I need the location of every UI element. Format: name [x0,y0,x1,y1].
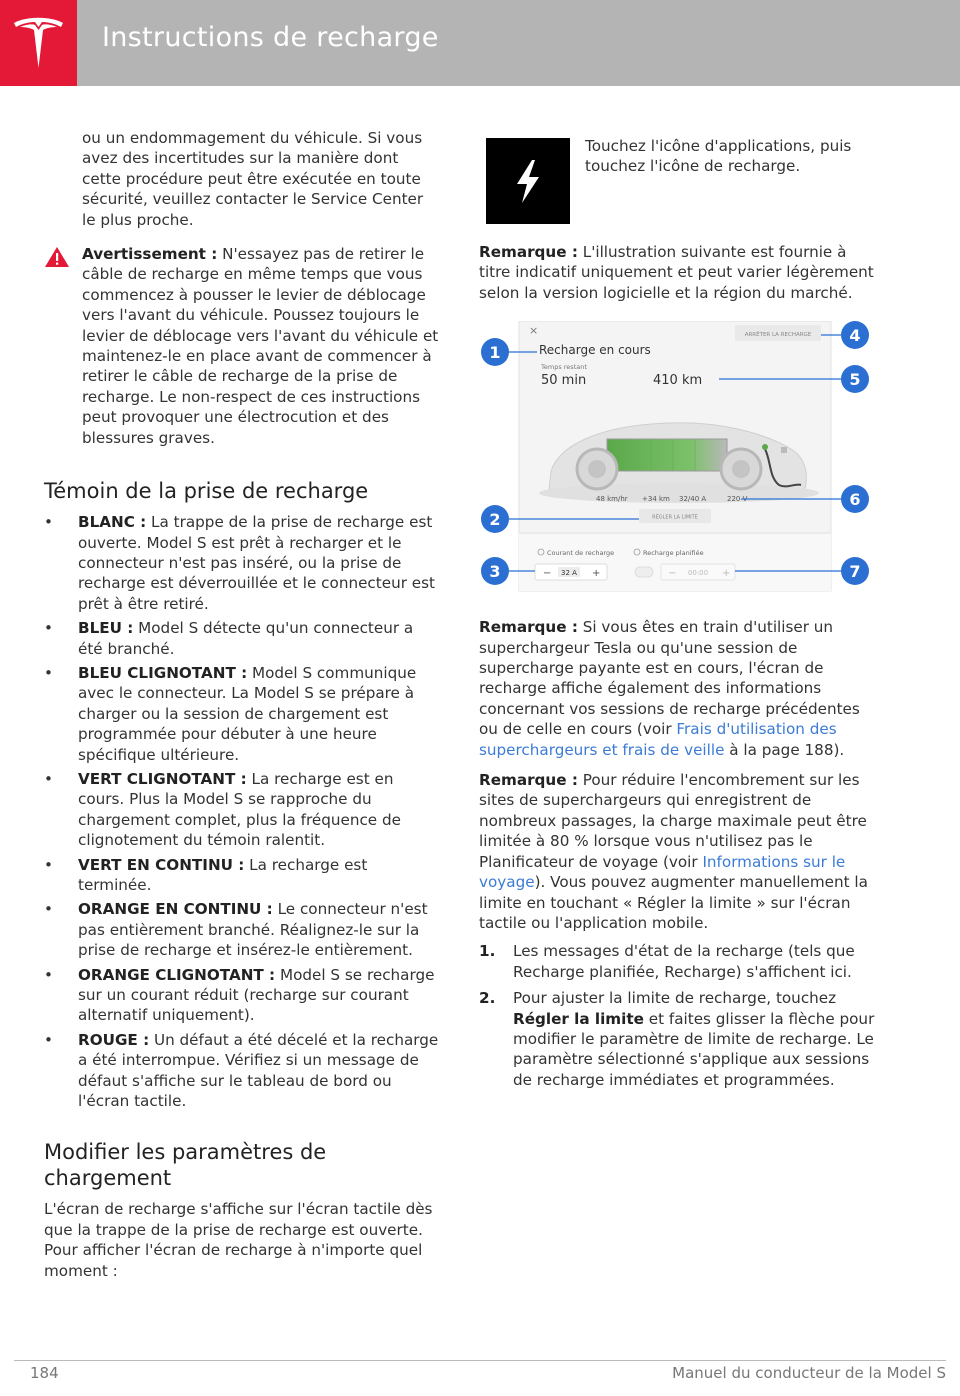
svg-text:32 A: 32 A [561,569,577,578]
svg-text:RÉGLER LA LIMITE: RÉGLER LA LIMITE [652,514,698,521]
callout-2 [481,505,509,533]
tesla-logo-icon [12,14,65,72]
svg-text:00:00: 00:00 [687,569,709,578]
section-heading-modifier: Modifier les paramètres de chargement [44,1140,327,1191]
svg-text:3: 3 [489,562,501,582]
charging-screen-illustration [479,321,875,603]
footer-title: Manuel du conducteur de la Model S [672,1364,946,1382]
svg-text:ARRÊTER LA RECHARGE: ARRÊTER LA RECHARGE [744,332,812,339]
svg-text:+: + [722,568,731,580]
warning-block [44,244,439,448]
svg-text:1: 1 [489,343,501,363]
svg-text:4: 4 [849,326,861,346]
time-remaining-label: Temps restant [541,363,587,372]
range-added: +34 km [642,495,670,504]
charge-icon-tile [486,138,570,224]
charge-voltage: 220 V [727,495,748,504]
link-trip-info[interactable]: Informations sur le voyage [479,852,846,892]
list-item: 1. Les messages d'état de la recharge (tels que Recharge planifiée, Recharge) s'affichent ici. [479,942,855,981]
list-item: 2. Pour ajuster la limite de recharge, touchez Régler la limite et faites glisser la flèche pour modifier le paramètre de limite de recharge. Le paramètre sélectionné s'applique aux sessions de recharge immédiates et programmées. [479,989,875,1089]
callout-7 [841,557,869,585]
continuation-paragraph: ou un endommagement du véhicule. Si vous avez des incertitudes sur la manière dont cette procédure peut être exécutée en toute sécurité, veuillez contacter le Service Center le plus proche. [82,129,424,229]
charge-icon-row [479,136,875,228]
svg-text:7: 7 [849,562,861,582]
note-illustration: Remarque : L'illustration suivante est fournie à titre indicatif uniquement et peut varier légèrement selon la version logicielle et la région du marché. [479,243,874,302]
link-supercharger-fees[interactable]: Frais d'utilisation des superchargeurs et frais de veille [479,720,837,759]
callout-5 [841,365,869,393]
svg-text:6: 6 [849,490,861,510]
logo-box [0,0,77,86]
indicator-list [44,512,439,1111]
scheduled-label: Recharge planifiée [643,549,704,558]
schedule-toggle [635,567,653,577]
svg-text:−: − [543,568,552,580]
callout-1 [481,338,509,366]
list-item: • ORANGE EN CONTINU : Le connecteur n'est pas entièrement branché. Réalignez-le sur la prise de recharge et insérez-le entièrement. [44,900,428,960]
charge-speed: 48 km/hr [596,495,628,504]
screen-status-title: Recharge en cours [539,343,651,358]
warning-label: Avertissement : [82,245,218,264]
modif-intro-paragraph: L'écran de recharge s'affiche sur l'écran tactile dès que la trappe de la prise de recharge est ouverte. Pour afficher l'écran de recharge à n'importe quel moment : [44,1200,433,1280]
time-remaining-value: 50 min [541,373,587,389]
list-item: • BLEU : Model S détecte qu'un connecteur a été branché. [44,619,414,658]
svg-text:2: 2 [489,510,501,530]
callout-3 [481,557,509,585]
svg-text:+: + [592,568,601,580]
warning-triangle-icon [44,246,70,268]
svg-text:−: − [668,568,677,580]
page-title: Instructions de recharge [102,22,439,53]
section-heading-temoin: Témoin de la prise de recharge [44,479,369,504]
range-value: 410 km [653,373,703,389]
list-item: • BLANC : La trappe de la prise de recharge est ouverte. Model S est prêt à recharger et le connecteur n'est pas inséré, ou la prise de recharge est déverrouillée et le connecteur est prêt à être retiré. [44,513,435,613]
battery-pack [607,439,727,471]
list-item: • VERT EN CONTINU : La recharge est terminée. [44,855,368,894]
left-column [44,128,439,1281]
list-item: • ROUGE : Un défaut a été décelé et la recharge a été interrompue. Vérifiez si un message de défaut s'affiche sur le tableau de bord ou l'écran tactile. [44,1030,439,1111]
page-number: 184 [30,1364,59,1382]
icon-instruction: Touchez l'icône d'applications, puis touchez l'icône de recharge. [585,137,852,176]
note-supercharger: Remarque : Si vous êtes en train d'utiliser un superchargeur Tesla ou qu'une session de supercharge payante est en cours, l'écran de recharge affiche également des informations concernant vos sessions de recharge précédentes ou de celle en cours (voir Frais d'utilisation des superchargeurs et frais de veille à la page 188). [479,618,860,759]
svg-text:5: 5 [849,370,861,390]
close-icon: × [529,324,539,338]
note-charge-limit: Remarque : Pour réduire l'encombrement sur les sites de superchargeurs qui enregistrent de nombreux passages, la charge maximale peut être limitée à 80 % lorsque vous n'utilisez pas le Planificateur de voyage (voir Informations sur le voyage). Vous pouvez augmenter manuellement la limite en touchant « Régler la limite » sur l'écran tactile ou l'application mobile. [479,771,868,932]
warning-text: Avertissement : N'essayez pas de retirer le câble de recharge en même temps que vous commencez à pousser le levier de déblocage vers l'avant du véhicule. Poussez toujours le levier de déblocage vers l'avant du véhicule et maintenez-le en place avant de commencer à retirer le câble de recharge de la prise de recharge. Le non-respect de ces instructions peut provoquer une électrocution et des blessures graves. [82,245,439,447]
charge-current: 32/40 A [679,495,707,504]
callout-6 [841,485,869,513]
right-column [479,136,875,1096]
list-item: • VERT CLIGNOTANT : La recharge est en cours. Plus la Model S se rapproche du chargement complet, plus la fréquence de clignotement du témoin ralentit. [44,769,401,850]
lightning-bolt-icon [486,138,570,224]
footer-divider [14,1360,946,1361]
current-setting-label: Courant de recharge [547,549,615,558]
list-item: • BLEU CLIGNOTANT : Model S communique avec le connecteur. La Model S se prépare à charger ou la session de chargement est programmée pour débuter à une heure spécifique ultérieure. [44,663,417,764]
page-header [0,0,960,86]
steps-list [479,941,875,1090]
callout-4 [841,321,869,349]
list-item: • ORANGE CLIGNOTANT : Model S se recharge sur un courant réduit (recharge sur courant alternatif uniquement). [44,965,435,1025]
charging-screen-figure [479,321,875,603]
